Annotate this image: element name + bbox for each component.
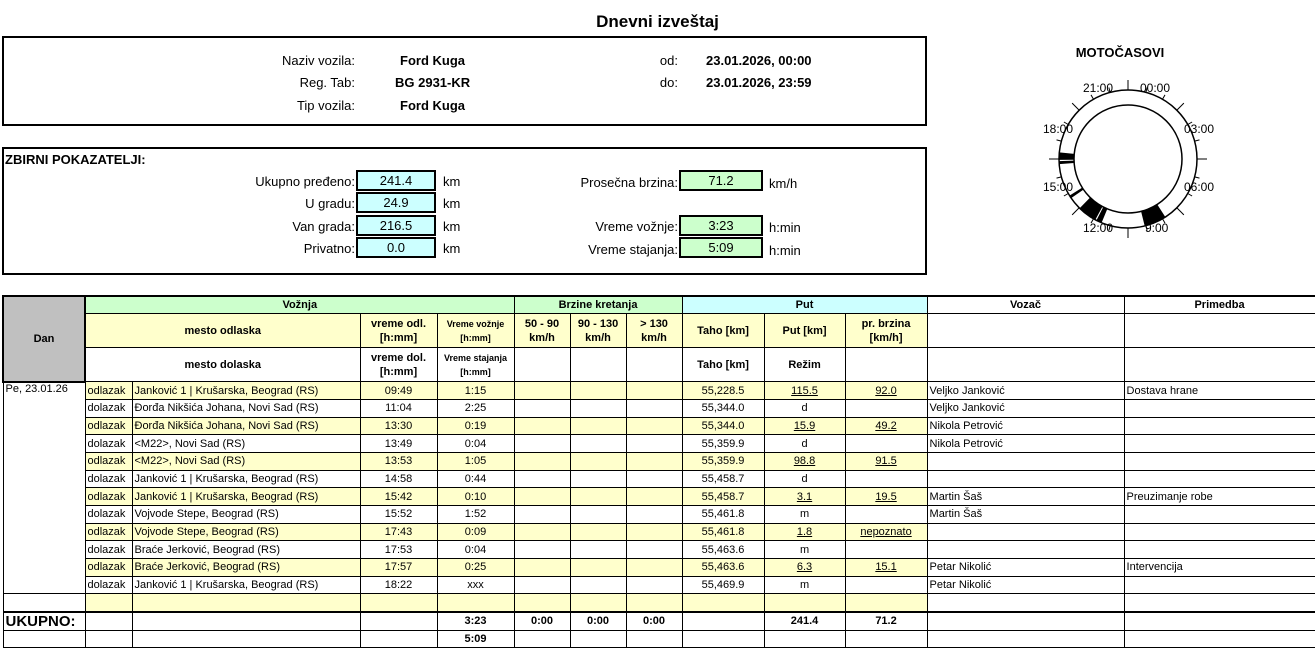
trip-avg-speed: 91.5 [845,452,927,470]
trip-place: Vojvode Stepe, Beograd (RS) [132,523,360,541]
trip-duration: 1:15 [437,382,514,400]
trip-driver: Martin Šaš [927,506,1124,524]
engine-hours-title: MOTOČASOVI [1075,45,1165,60]
trip-avg-speed [845,435,927,453]
taho2-header: Taho [km] [682,348,764,382]
trip-time: 17:43 [360,523,437,541]
trip-taho: 55,458.7 [682,488,764,506]
trip-place: Janković 1 | Krušarska, Beograd (RS) [132,576,360,594]
trip-time: 15:52 [360,506,437,524]
speed-50-90-header: 50 - 90 km/h [514,314,570,348]
trip-driver [927,452,1124,470]
trip-note [1124,399,1315,417]
km-unit: km [443,174,461,189]
trip-driver: Veljko Janković [927,382,1124,400]
outside-distance-value: 216.5 [356,215,436,236]
total-distance-label: Ukupno pređeno: [255,174,355,189]
trip-duration: 1:52 [437,506,514,524]
summary-title: ZBIRNI POKAZATELJI: [5,152,146,167]
trip-time: 13:30 [360,417,437,435]
trip-driver [927,470,1124,488]
trips-table [2,295,1315,648]
clock-tick [1072,103,1079,110]
trip-distance: 1.8 [764,523,845,541]
avg-speed-header: pr. brzina [km/h] [845,314,927,348]
trip-driver: Martin Šaš [927,488,1124,506]
kmh-unit: km/h [769,176,798,191]
trip-note [1124,470,1315,488]
clock-tick [1057,140,1062,141]
col-day-header: Dan [3,296,85,382]
trip-duration: 0:04 [437,541,514,559]
trip-avg-speed: 15.1 [845,559,927,577]
trip-distance: 115.5 [764,382,845,400]
total-label: UKUPNO: [3,612,85,631]
total-avg-speed: 71.2 [845,612,927,631]
trip-place: <M22>, Novi Sad (RS) [132,452,360,470]
trip-taho: 55,344.0 [682,399,764,417]
clock-tick [1177,208,1184,215]
col-put-header: Put [682,296,927,314]
trip-place: Janković 1 | Krušarska, Beograd (RS) [132,470,360,488]
clock-inner-ring [1074,105,1182,213]
trip-type: odlazak [85,559,132,577]
trip-time: 11:04 [360,399,437,417]
city-distance-value: 24.9 [356,192,436,213]
trip-taho: 55,228.5 [682,382,764,400]
clock-drive-segment [1059,161,1074,164]
trip-note [1124,417,1315,435]
trip-duration: 0:10 [437,488,514,506]
from-label: od: [659,53,678,68]
drive-time-label: Vreme vožnje: [595,219,678,234]
trip-driver [927,541,1124,559]
trip-avg-speed: nepoznato [845,523,927,541]
table-row [3,382,1315,400]
from-date: 23.01.2026, 00:00 [706,53,812,68]
trip-avg-speed [845,399,927,417]
col-voznja-header: Vožnja [85,296,514,314]
trip-type: odlazak [85,382,132,400]
trip-place: Janković 1 | Krušarska, Beograd (RS) [132,488,360,506]
trip-note [1124,541,1315,559]
trip-place: Đorđa Nikšića Johana, Novi Sad (RS) [132,399,360,417]
table-row [3,541,1315,559]
trip-driver: Petar Nikolić [927,559,1124,577]
total-speed-50-90: 0:00 [514,612,570,631]
clock-tick [1177,103,1184,110]
trip-duration: 0:09 [437,523,514,541]
col-note-header: Primedba [1124,296,1315,314]
trip-note: Preuzimanje robe [1124,488,1315,506]
total-speed-90-130: 0:00 [570,612,626,631]
trip-taho: 55,461.8 [682,523,764,541]
taho-header: Taho [km] [682,314,764,348]
trip-driver: Petar Nikolić [927,576,1124,594]
day-cell: Pe, 23.01.26 [3,382,85,594]
trip-note [1124,576,1315,594]
trip-type: dolazak [85,399,132,417]
trip-time: 18:22 [360,576,437,594]
clock-tick [1091,95,1094,99]
table-row [3,576,1315,594]
trip-duration: 0:19 [437,417,514,435]
trip-type: dolazak [85,576,132,594]
outside-distance-label: Van grada: [292,219,355,234]
clock-label-15: 15:00 [1043,180,1074,194]
trip-distance: 98.8 [764,452,845,470]
departure-place-header: mesto odlaska [85,314,360,348]
trip-place: Vojvode Stepe, Beograd (RS) [132,506,360,524]
clock-label-03: 03:00 [1184,122,1215,136]
trip-type: dolazak [85,470,132,488]
avg-speed-label: Prosečna brzina: [580,175,678,190]
trip-taho: 55,344.0 [682,417,764,435]
table-row [3,523,1315,541]
trip-place: Janković 1 | Krušarska, Beograd (RS) [132,382,360,400]
trip-avg-speed [845,506,927,524]
clock-drive-segment [1059,152,1074,160]
clock-tick [1072,208,1079,215]
trip-driver: Veljko Janković [927,399,1124,417]
trip-distance: m [764,576,845,594]
trip-type: dolazak [85,506,132,524]
trip-duration: 0:25 [437,559,514,577]
trip-type: odlazak [85,417,132,435]
trip-driver [927,523,1124,541]
trip-distance: d [764,470,845,488]
trip-type: odlazak [85,488,132,506]
trip-note [1124,452,1315,470]
vehicle-name-label: Naziv vozila: [282,53,355,68]
hmin-unit: h:min [769,243,801,258]
trip-time: 14:58 [360,470,437,488]
speed-90-130-header: 90 - 130 km/h [570,314,626,348]
trip-distance: d [764,399,845,417]
table-row [3,470,1315,488]
private-distance-label: Privatno: [303,241,355,256]
trip-note: Dostava hrane [1124,382,1315,400]
trip-duration: 0:44 [437,470,514,488]
trip-taho: 55,469.9 [682,576,764,594]
trip-distance: 15.9 [764,417,845,435]
trip-duration: xxx [437,576,514,594]
trip-distance: d [764,435,845,453]
engine-hours-clock [1040,80,1220,240]
clock-label-18: 18:00 [1043,122,1074,136]
trip-distance: m [764,541,845,559]
table-row [3,488,1315,506]
speed-130-header: > 130 km/h [626,314,682,348]
total-distance: 241.4 [764,612,845,631]
hmin-unit: h:min [769,220,801,235]
trip-time: 17:53 [360,541,437,559]
trip-taho: 55,359.9 [682,435,764,453]
report-title: Dnevni izveštaj [596,12,719,31]
clock-tick [1163,95,1166,99]
trip-avg-speed [845,470,927,488]
to-date: 23.01.2026, 23:59 [706,75,812,90]
stop-time-label: Vreme stajanja: [588,242,678,257]
clock-label-09: 9:00 [1145,221,1169,235]
col-speeds-header: Brzine kretanja [514,296,682,314]
stop-time-value: 5:09 [679,237,763,258]
trip-avg-speed: 92.0 [845,382,927,400]
vehicle-name: Ford Kuga [400,53,465,68]
clock-label-06: 06:00 [1184,180,1215,194]
clock-tick [1195,177,1200,178]
private-distance-value: 0.0 [356,237,436,258]
km-unit: km [443,196,461,211]
departure-time-header: vreme odl. [h:mm] [360,314,437,348]
trip-place: Đorđa Nikšića Johana, Novi Sad (RS) [132,417,360,435]
arrival-place-header: mesto dolaska [85,348,360,382]
table-row [3,506,1315,524]
trip-duration: 0:04 [437,435,514,453]
total-stop-time: 5:09 [437,630,514,648]
trip-driver: Nikola Petrović [927,435,1124,453]
trip-note: Intervencija [1124,559,1315,577]
trip-taho: 55,463.6 [682,541,764,559]
km-unit: km [443,241,461,256]
total-speed-130: 0:00 [626,612,682,631]
trip-avg-speed [845,576,927,594]
drive-time-value: 3:23 [679,215,763,236]
mode-header: Režim [764,348,845,382]
trip-type: odlazak [85,523,132,541]
trip-place: Braće Jerković, Beograd (RS) [132,559,360,577]
to-label: do: [659,75,678,90]
table-row [3,399,1315,417]
trip-duration: 2:25 [437,399,514,417]
vehicle-reg: BG 2931-KR [395,75,471,90]
trip-note [1124,506,1315,524]
city-distance-label: U gradu: [305,196,355,211]
table-row [3,559,1315,577]
vehicle-reg-label: Reg. Tab: [299,75,355,90]
clock-label-21: 21:00 [1083,81,1114,95]
col-driver-header: Vozač [927,296,1124,314]
km-unit: km [443,219,461,234]
table-row [3,417,1315,435]
trip-taho: 55,463.6 [682,559,764,577]
clock-label-12: 12:00 [1083,221,1114,235]
trip-time: 13:53 [360,452,437,470]
vehicle-type-label: Tip vozila: [296,98,355,113]
total-drive-time: 3:23 [437,612,514,631]
trip-time: 17:57 [360,559,437,577]
trip-avg-speed: 49.2 [845,417,927,435]
avg-speed-value: 71.2 [679,170,763,191]
trip-avg-speed [845,541,927,559]
trip-note [1124,523,1315,541]
clock-tick [1057,177,1062,178]
trip-driver: Nikola Petrović [927,417,1124,435]
stop-time-header: Vreme stajanja [h:mm] [437,348,514,382]
vehicle-type: Ford Kuga [400,98,465,113]
trip-taho: 55,359.9 [682,452,764,470]
trip-type: dolazak [85,435,132,453]
trip-note [1124,435,1315,453]
trip-time: 09:49 [360,382,437,400]
trip-place: Braće Jerković, Beograd (RS) [132,541,360,559]
trip-time: 13:49 [360,435,437,453]
trip-time: 15:42 [360,488,437,506]
trip-distance: 3.1 [764,488,845,506]
trip-duration: 1:05 [437,452,514,470]
table-row [3,435,1315,453]
table-row [3,452,1315,470]
arrival-time-header: vreme dol. [h:mm] [360,348,437,382]
trip-place: <M22>, Novi Sad (RS) [132,435,360,453]
trip-type: dolazak [85,541,132,559]
total-distance-value: 241.4 [356,170,436,191]
trip-distance: m [764,506,845,524]
clock-outer-ring [1059,90,1197,228]
clock-label-00: 00:00 [1140,81,1171,95]
put-km-header: Put [km] [764,314,845,348]
trip-taho: 55,458.7 [682,470,764,488]
trip-distance: 6.3 [764,559,845,577]
trip-avg-speed: 19.5 [845,488,927,506]
trip-taho: 55,461.8 [682,506,764,524]
clock-tick [1195,140,1200,141]
drive-time-header: Vreme vožnje [h:mm] [437,314,514,348]
trip-type: odlazak [85,452,132,470]
